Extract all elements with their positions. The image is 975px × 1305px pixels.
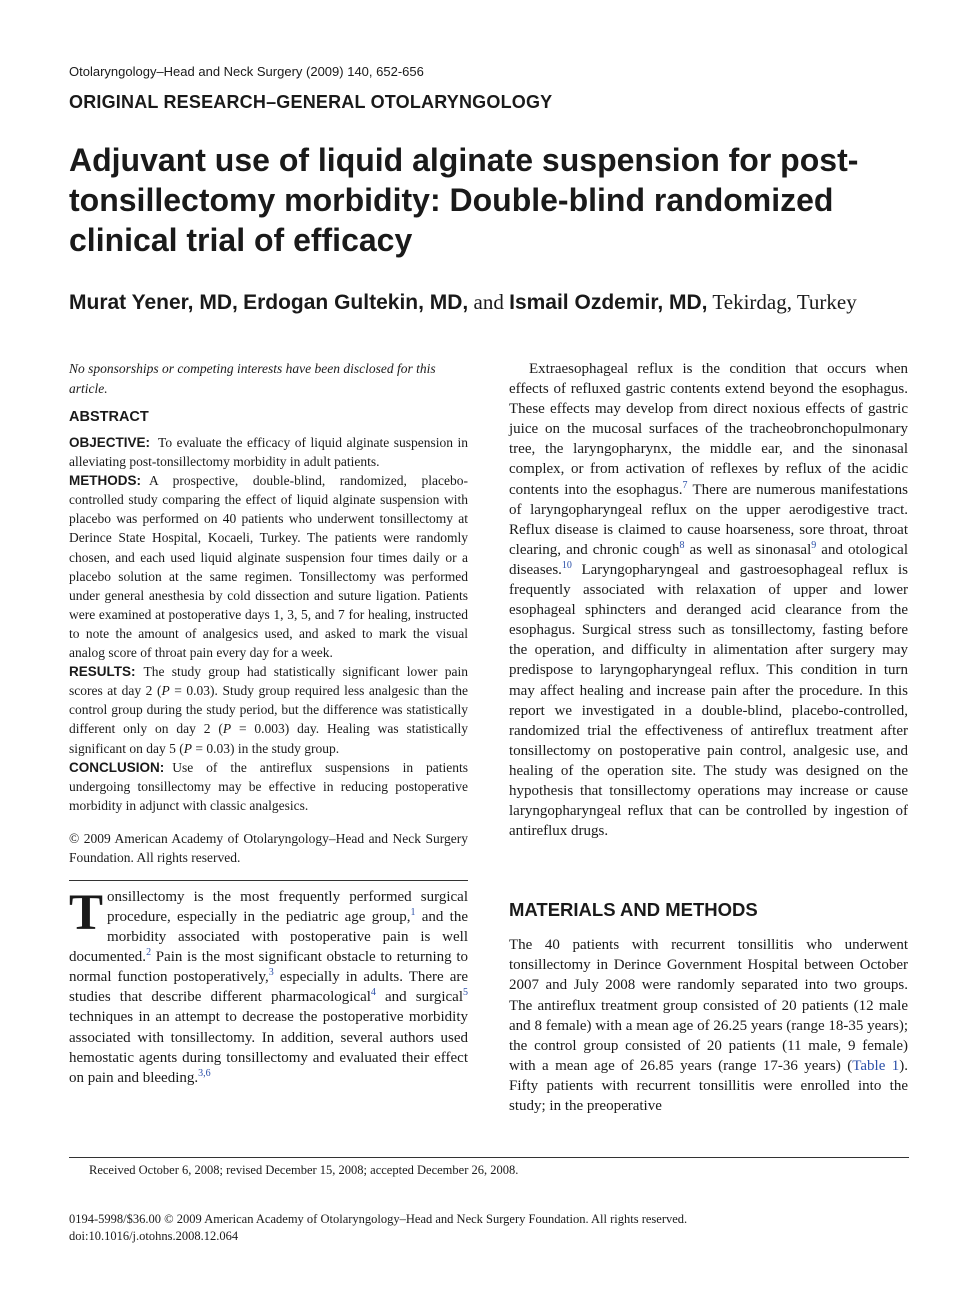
reference-link[interactable]: 4: [370, 987, 376, 999]
body-text: Extraesophageal reflux is the condition that occurs when effects of refluxed gastric contents extend beyond the esophagus. These effects may develop from direct noxious effects of gastric juice on the mucosal surfaces of the tracheobronchopulmonary tree, the laryngopharynx, the middle ear, and the sinonasal complex, or from activation of reflexes by reflux of the acidic contents into the esophagus.: [509, 361, 908, 498]
author-conjunction: and: [473, 290, 504, 314]
reference-link[interactable]: 5: [463, 987, 468, 999]
drop-cap: T: [69, 884, 104, 941]
author-location: Tekirdag, Turkey: [712, 290, 857, 314]
body-text: as well as sinonasal: [684, 541, 812, 558]
p-value-symbol: P: [183, 740, 192, 756]
author-name: Erdogan Gultekin, MD,: [243, 291, 469, 314]
section-heading-methods: MATERIALS AND METHODS: [509, 899, 758, 921]
abstract-results: [69, 662, 468, 757]
abstract-methods: [69, 471, 468, 662]
author-name: Ismail Ozdemir, MD,: [509, 291, 708, 314]
methods-paragraph: [509, 935, 908, 1116]
results-text: The study group had statistically significant lower pain scores at day 2 (: [69, 664, 468, 699]
p-value-symbol: P: [222, 721, 232, 737]
body-text: There are numerous manifestations of laryngopharyngeal reflux on the upper aerodigestive tract. Reflux disease is claimed to cause hoarseness, sore throat, throat clearing, and chronic cough: [509, 481, 908, 558]
results-label: RESULTS:: [69, 664, 136, 680]
section-label: ORIGINAL RESEARCH–GENERAL OTOLARYNGOLOGY: [69, 92, 553, 112]
abstract-heading: ABSTRACT: [69, 409, 149, 425]
intro-paragraph: [69, 884, 469, 1088]
results-text: = 0.003) day. Healing was statistically significant on day 5 (: [69, 721, 468, 756]
reference-link[interactable]: 8: [679, 539, 685, 551]
conclusion-label: CONCLUSION:: [69, 759, 165, 775]
objective-text: To evaluate the efficacy of liquid alginate suspension in alleviating post-tonsillectomy morbidity in adult patients.: [69, 435, 468, 470]
received-dates: Received October 6, 2008; revised December 15, 2008; accepted December 26, 2008.: [89, 1163, 519, 1177]
abstract-objective: [69, 433, 468, 471]
journal-citation: Otolaryngology–Head and Neck Surgery (2009) 140, 652-656: [69, 64, 424, 79]
author-list: [69, 287, 914, 318]
reference-link[interactable]: 3,6: [198, 1067, 211, 1079]
intro-text: onsillectomy is the most frequently performed surgical procedure, especially in the pediatric age group,: [107, 888, 468, 925]
footer-info: [69, 1211, 687, 1245]
author-name: Murat Yener, MD,: [69, 291, 238, 314]
intro-text: especially in adults. There are studies that describe different pharmacological: [69, 969, 469, 1006]
article-title: Adjuvant use of liquid alginate suspension for post-tonsillectomy morbidity: Double-blind randomized clinical trial of efficacy: [69, 142, 859, 258]
intro-text: techniques in an attempt to decrease the postoperative morbidity associated with tonsillectomy. In addition, several authors used hemostatic agents during tonsillectomy and evaluated their effect on pain and bleeding.: [69, 1009, 468, 1086]
reference-link[interactable]: 10: [561, 559, 572, 571]
issn-copyright: 0194-5998/$36.00 © 2009 American Academy of Otolaryngology–Head and Neck Surgery Foundation. All rights reserved.: [69, 1212, 688, 1226]
methods-text: A prospective, double-blind, randomized, placebo-controlled study comparing the effect of liquid alginate suspension with placebo was performed on 40 patients who underwent tonsillectomy at Derince State Hospital, Kocaeli, Turkey. The patients were randomly chosen, and each used liquid alginate suspension four times daily or a placebo solution at the same regimen. Tonsillectomy was performed under general anesthesia by cold dissection and suture ligation. Patients were examined at postoperative days 1, 3, 5, and 7 for healing, instructed to note the amount of analgesics used, and asked to mark the visual analog score of throat pain every day for a week.: [69, 473, 468, 661]
footer-divider: [69, 1157, 909, 1158]
table-link[interactable]: Table 1: [852, 1057, 900, 1074]
intro-text: Pain is the most significant obstacle to returning to normal function postoperatively,: [69, 949, 468, 986]
right-column: [509, 359, 908, 1116]
body-text: The 40 patients with recurrent tonsillitis who underwent tonsillectomy in Derince Government Hospital between October 2007 and July 2008 were randomly separated into two groups. The antireflux treatment group consisted of 20 patients (12 male and 8 female) with a mean age of 26.25 years (range 18-35 years); the control group consisted of 20 patients (11 male, 9 female) with a mean age of 26.85 years (range 17-36 years) (: [509, 937, 908, 1074]
abstract-copyright: © 2009 American Academy of Otolaryngology–Head and Neck Surgery Foundation. All rights reserved.: [69, 830, 468, 866]
reference-link[interactable]: 2: [146, 947, 152, 959]
body-paragraph: [509, 359, 908, 841]
results-text: = 0.03). Study group required less analgesic than the control group during the study period, but the difference was statistically different only on day 2 (: [69, 683, 468, 737]
p-value-symbol: P: [161, 683, 170, 699]
body-text: Laryngopharyngeal and gastroesophageal reflux is frequently associated with relaxation of upper and lower esophageal sphincters and deranged acid clearance from the esophagus. Surgical stress such as tonsillectomy, fasting before the operation, and difficulty in alimentation after surgery may predispose to laryngopharyngeal reflux. This condition in turn may affect healing and increase pain after the procedure. In this report we investigated in a double-blind, placebo-controlled, randomized trial the effectiveness of antireflux treatment after tonsillectomy on postoperative pain control, analgesic use, and healing of the operation site. The study was designed on the hypothesis that tonsillectomy operations may increase or cause laryngopharyngeal reflux that can be controlled by ingestion of antireflux drugs.: [509, 561, 908, 840]
divider: [69, 880, 468, 881]
doi[interactable]: doi:10.1016/j.otohns.2008.12.064: [69, 1229, 239, 1243]
reference-link[interactable]: 7: [682, 479, 688, 491]
conclusion-text: Use of the antireflux suspensions in patients undergoing tonsillectomy may be effective in reducing postoperative morbidity in adjunct with classic analgesics.: [69, 759, 468, 813]
disclosure-note: No sponsorships or competing interests have been disclosed for this article.: [69, 361, 436, 396]
objective-label: OBJECTIVE:: [69, 435, 151, 450]
reference-link[interactable]: 9: [811, 539, 817, 551]
results-text: = 0.03) in the study group.: [191, 740, 340, 756]
intro-text: and the morbidity associated with postoperative pain is well documented.: [69, 908, 469, 966]
intro-text: and surgical: [375, 989, 463, 1006]
reference-link[interactable]: 1: [410, 906, 416, 918]
methods-label: METHODS:: [69, 473, 141, 489]
body-text: and otological diseases.: [509, 541, 908, 578]
body-text: ). Fifty patients with recurrent tonsillitis were enrolled into the study; in the preoperative: [509, 1057, 908, 1114]
reference-link[interactable]: 3: [268, 967, 274, 979]
left-column: [69, 359, 468, 1088]
abstract-conclusion: [69, 758, 468, 815]
